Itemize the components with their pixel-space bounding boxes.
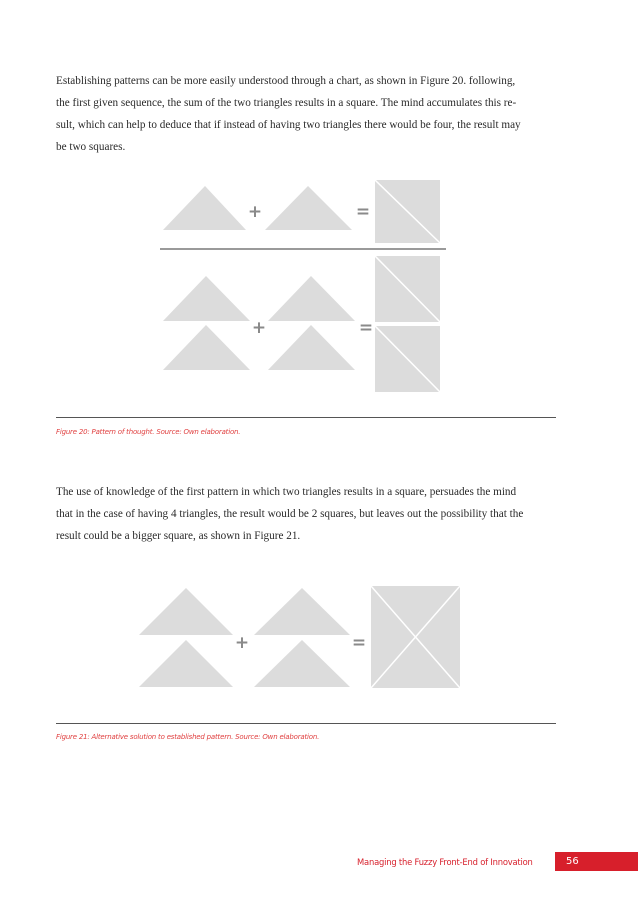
square-bottom-2 [375,326,440,392]
triangle-right-top [254,588,350,635]
triangle-bottom-4 [268,325,355,370]
equals-sign: = [351,633,367,653]
paragraph-2 [56,481,556,547]
paragraph-line: the first given sequence, the sum of the two triangles results in a square. The mind accumulates this re- [56,97,517,109]
equals-sign-bottom: = [358,318,374,338]
plus-sign: + [234,633,250,653]
triangle-left-top [139,588,233,635]
plus-sign-bottom: + [251,318,267,338]
triangle-bottom-3 [268,276,355,321]
triangle-right-bottom [254,640,350,687]
paragraph-line: sult, which can help to deduce that if instead of having two triangles there would be four, the result may [56,119,521,131]
plus-sign-top: + [247,202,263,222]
big-square [371,586,460,688]
page-number: 56 [566,856,579,867]
paragraph-line: result could be a bigger square, as shown in Figure 21. [56,530,301,542]
figure-20-caption: Figure 20: Pattern of thought. Source: Own elaboration. [56,428,241,436]
triangle-bottom-1 [163,276,250,321]
figure-20 [0,170,638,410]
paragraph-line: Establishing patterns can be more easily understood through a chart, as shown in Figure 20. following, [56,75,516,87]
paragraph-line: that in the case of having 4 triangles, the result would be 2 squares, but leaves out the possibility that the [56,508,524,520]
triangle-left-bottom [139,640,233,687]
square-top [375,180,440,243]
figure-20-rule [56,417,556,418]
equals-sign-top: = [355,202,371,222]
figure-21-rule [56,723,556,724]
paragraph-line: The use of knowledge of the first pattern in which two triangles results in a square, persuades the mind [56,486,517,498]
triangle-top-left [163,186,246,230]
page-number-badge [555,852,638,871]
square-bottom-1 [375,256,440,322]
triangle-bottom-2 [163,325,250,370]
figure-21-caption: Figure 21: Alternative solution to established pattern. Source: Own elaboration. [56,733,320,741]
paragraph-line: be two squares. [56,141,126,153]
triangle-top-right [265,186,352,230]
figure-21 [0,580,638,695]
paragraph-1 [56,70,556,158]
footer-title: Managing the Fuzzy Front-End of Innovation [357,857,533,867]
